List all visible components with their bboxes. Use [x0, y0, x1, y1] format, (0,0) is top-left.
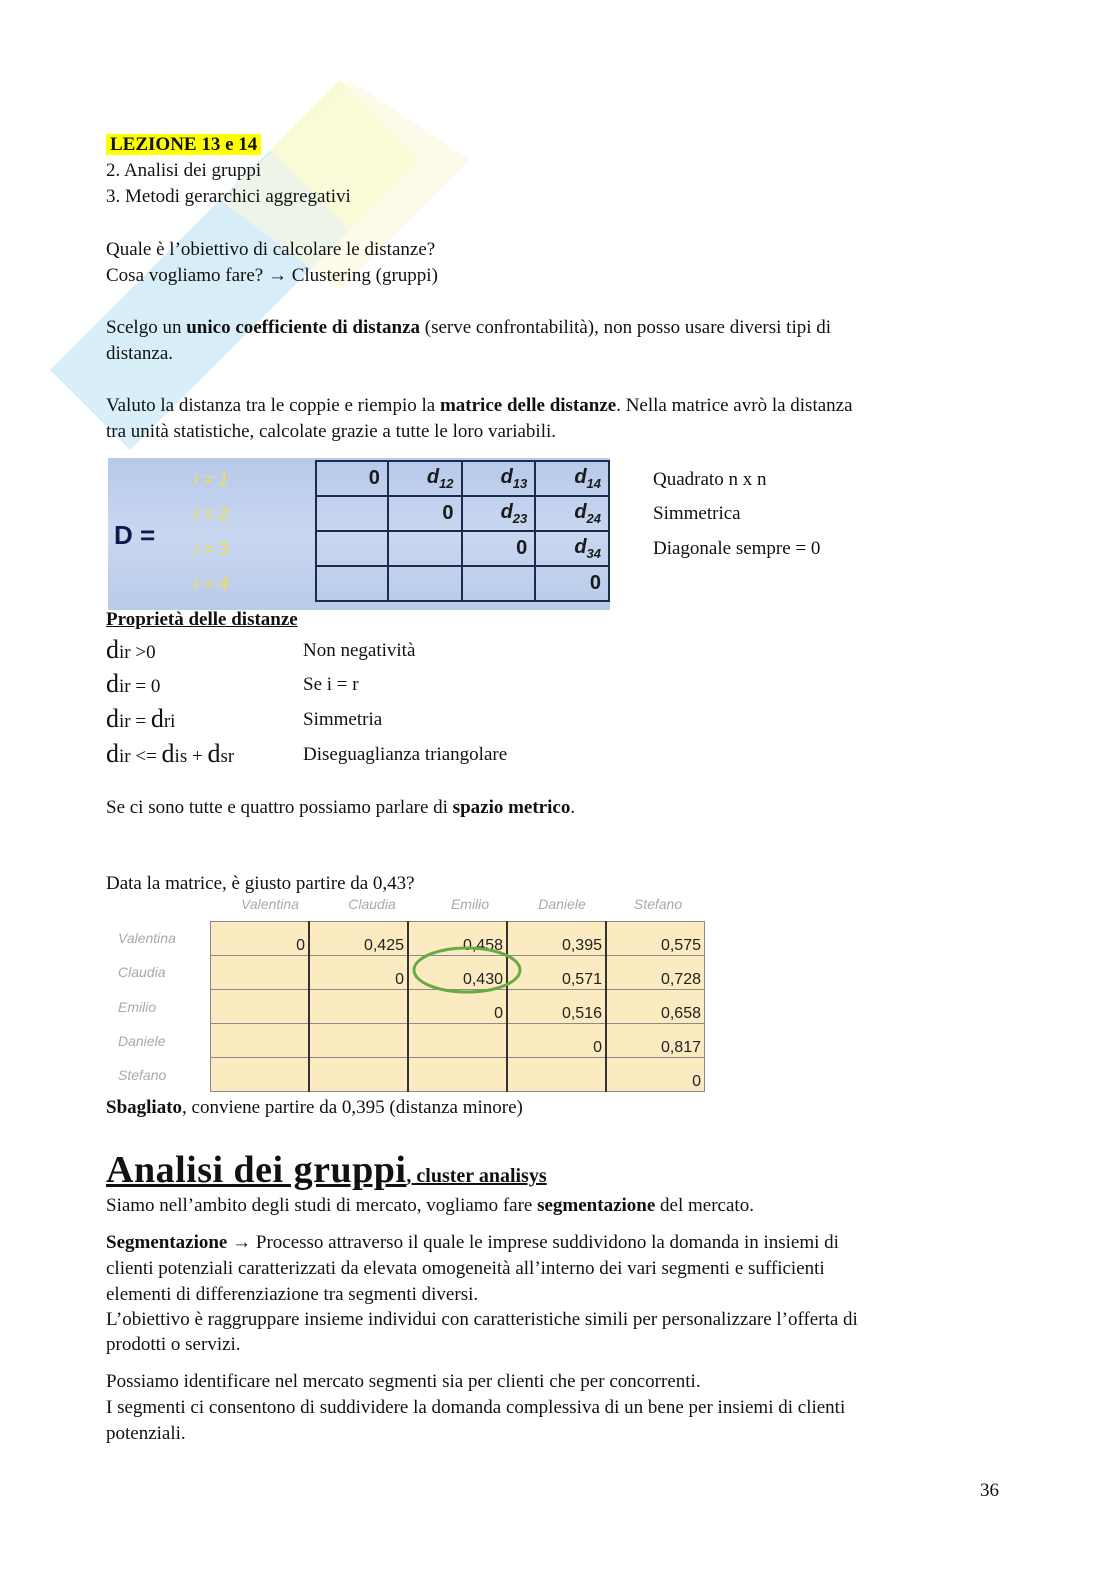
- intro-question-2: Cosa vogliamo fare? → Clustering (gruppi): [106, 265, 438, 286]
- final-line-2: I segmenti ci consentono di suddividere la domanda complessiva di un bene per insiemi di clienti: [106, 1397, 846, 1418]
- matrix-label: D =: [114, 520, 156, 550]
- intro-question-1: Quale è l’obiettivo di calcolare le distanze?: [106, 239, 436, 260]
- paragraph-segment: Siamo nell’ambito degli studi di mercato, vogliamo fare segmentazione del mercato.: [106, 1195, 754, 1216]
- properties-title: Proprietà delle distanze: [106, 609, 298, 630]
- answer-sentence: Sbagliato, conviene partire da 0,395 (distanza minore): [106, 1097, 523, 1118]
- matrix-row: [316, 496, 609, 531]
- lesson-title: [106, 132, 261, 158]
- table-cell: 0,575: [606, 922, 705, 956]
- matrix-row: [316, 531, 609, 566]
- table-cell: [309, 1058, 408, 1092]
- property-description: Se i = r: [303, 674, 359, 695]
- matrix-cell: 0: [535, 566, 609, 601]
- table-cell: [408, 1024, 507, 1058]
- property-formula: dir <= dis + dsr: [106, 739, 235, 768]
- matrix-property-3: Diagonale sempre = 0: [653, 538, 821, 559]
- distance-matrix-figure: [108, 458, 610, 610]
- definition-line-4: L’obiettivo è raggruppare insieme individui con caratteristiche simili per personalizzare l’offerta di: [106, 1309, 858, 1330]
- table-cell: [211, 1024, 310, 1058]
- table-row: [211, 1058, 705, 1092]
- table-cell: 0,395: [507, 922, 606, 956]
- matrix-property-2: Simmetrica: [653, 503, 741, 524]
- table-cell: 0,425: [309, 922, 408, 956]
- property-formula: dir = dri: [106, 704, 176, 733]
- matrix-cell: [462, 566, 536, 601]
- definition-line-1: Segmentazione → Processo attraverso il quale le imprese suddividono la domanda in insiemi di: [106, 1232, 839, 1253]
- matrix-cell: $d_{24}$: [535, 496, 609, 531]
- matrix-cell: 0: [316, 461, 388, 496]
- definition-line-3: elementi di differenziazione tra segmenti diversi.: [106, 1284, 479, 1305]
- table-cell: [408, 1058, 507, 1092]
- table-cell: [309, 990, 408, 1024]
- table-cell: 0: [309, 956, 408, 990]
- topic-1: 2. Analisi dei gruppi: [106, 160, 262, 181]
- final-line-3: potenziali.: [106, 1423, 186, 1444]
- table-cell: 0,658: [606, 990, 705, 1024]
- table-cell: [211, 956, 310, 990]
- matrix-row: [316, 566, 609, 601]
- column-header: Claudia: [348, 896, 396, 912]
- table-cell: 0,817: [606, 1024, 705, 1058]
- paragraph-matrix-end: tra unità statistiche, calcolate grazie a tutte le loro variabili.: [106, 421, 556, 442]
- property-formula: dir = 0: [106, 669, 161, 698]
- final-line-1: Possiamo identificare nel mercato segmenti sia per clienti che per concorrenti.: [106, 1371, 701, 1392]
- row-header: Valentina: [118, 930, 176, 946]
- metric-space-sentence: Se ci sono tutte e quattro possiamo parlare di spazio metrico.: [106, 797, 576, 818]
- row-label: i = 3: [194, 539, 229, 559]
- matrix-cell: 0: [462, 531, 536, 566]
- table-cell: 0,516: [507, 990, 606, 1024]
- matrix-cell: [388, 531, 462, 566]
- matrix-row: [316, 461, 609, 496]
- matrix-cell: [316, 531, 388, 566]
- definition-line-2: clienti potenziali caratterizzati da elevata omogeneità all’interno dei vari segmenti e sufficienti: [106, 1258, 825, 1279]
- property-formula: dir >0: [106, 635, 156, 664]
- table-cell: 0: [606, 1058, 705, 1092]
- table-row: [211, 1024, 705, 1058]
- table-cell: 0,430: [408, 956, 507, 990]
- section-title: Analisi dei gruppi: [106, 1149, 407, 1191]
- row-header: Stefano: [118, 1067, 167, 1083]
- distance-matrix-grid: [315, 460, 610, 602]
- highlight-circle: [410, 944, 524, 996]
- matrix-cell: $d_{13}$: [462, 461, 536, 496]
- paragraph-coefficient: Scelgo un unico coefficiente di distanza (serve confrontabilità), non posso usare diversi tipi di: [106, 317, 832, 338]
- table-cell: [507, 1058, 606, 1092]
- table-cell: 0: [211, 922, 310, 956]
- matrix-cell: $d_{14}$: [535, 461, 609, 496]
- property-description: Non negatività: [303, 640, 416, 661]
- matrix-question: Data la matrice, è giusto partire da 0,43?: [106, 873, 415, 894]
- table-cell: 0: [507, 1024, 606, 1058]
- section-heading: [106, 1148, 547, 1192]
- property-description: Simmetria: [303, 709, 383, 730]
- section-subtitle: , cluster analisys: [406, 1165, 547, 1187]
- property-description: Diseguaglianza triangolare: [303, 744, 508, 765]
- lesson-highlight: LEZIONE 13 e 14: [106, 134, 261, 155]
- table-cell: 0,571: [507, 956, 606, 990]
- matrix-property-1: Quadrato n x n: [653, 469, 767, 490]
- row-label: i = 4: [194, 574, 229, 594]
- column-header: Stefano: [633, 896, 683, 912]
- row-label: i = 1: [194, 469, 229, 489]
- row-header: Claudia: [118, 964, 166, 980]
- row-header: Emilio: [118, 999, 157, 1015]
- row-label: i = 2: [194, 504, 229, 524]
- paragraph-coefficient-end: distanza.: [106, 343, 174, 364]
- page-number: 36: [980, 1480, 999, 1501]
- table-cell: [309, 1024, 408, 1058]
- table-cell: 0: [408, 990, 507, 1024]
- matrix-cell: $d_{12}$: [388, 461, 462, 496]
- topic-2: 3. Metodi gerarchici aggregativi: [106, 186, 351, 207]
- matrix-cell: [388, 566, 462, 601]
- column-header: Daniele: [538, 896, 586, 912]
- column-header: Valentina: [241, 896, 299, 912]
- paragraph-matrix: Valuto la distanza tra le coppie e riempio la matrice delle distanze. Nella matrice avrò la distanza: [106, 395, 853, 416]
- row-header: Daniele: [118, 1033, 166, 1049]
- matrix-cell: 0: [388, 496, 462, 531]
- matrix-cell: $d_{34}$: [535, 531, 609, 566]
- table-cell: 0,728: [606, 956, 705, 990]
- column-header: Emilio: [450, 896, 490, 912]
- table-cell: [211, 1058, 310, 1092]
- matrix-cell: [316, 566, 388, 601]
- table-cell: [211, 990, 310, 1024]
- matrix-cell: $d_{23}$: [462, 496, 536, 531]
- table-cell: 0,458: [408, 922, 507, 956]
- definition-line-5: prodotti o servizi.: [106, 1334, 241, 1355]
- matrix-cell: [316, 496, 388, 531]
